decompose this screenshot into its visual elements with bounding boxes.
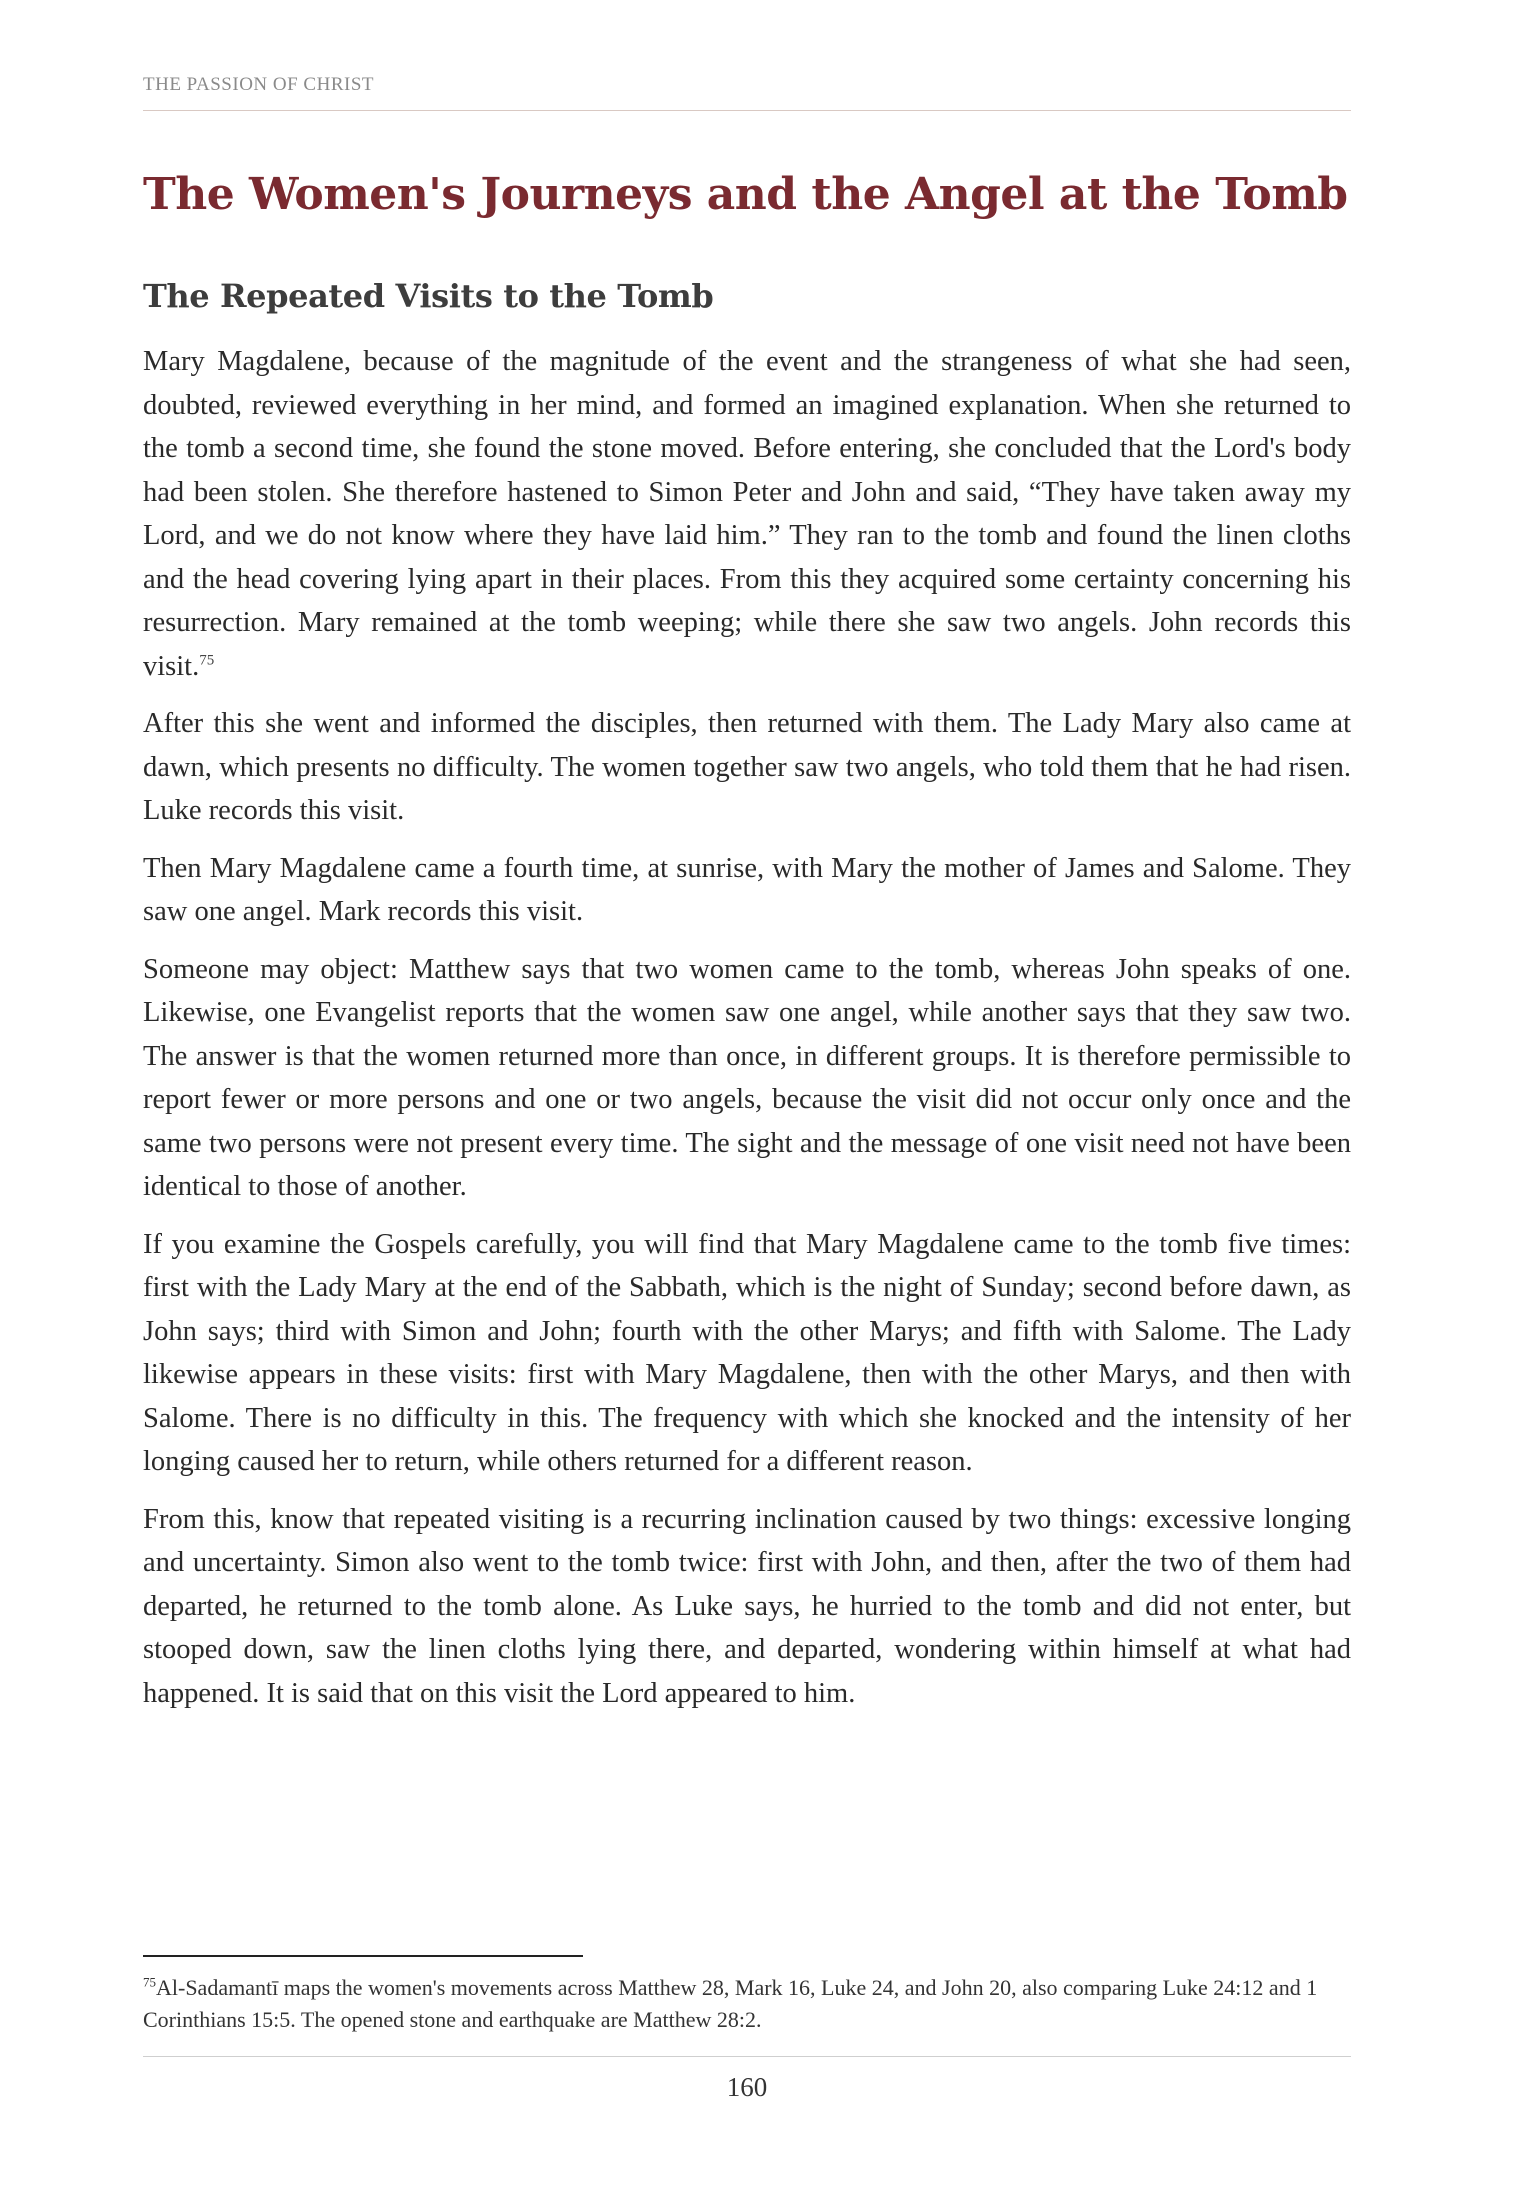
body-paragraph-5: If you examine the Gospels carefully, you will find that Mary Magdalene came to the tomb five times: first with the Lady Mary at the end of the Sabbath, which is the night of Sunday; second before dawn, as John says; third with Simon and John; fourth with the other Marys; and fifth with Salome. The Lady likewise appears in these visits: first with Mary Magdalene, then with the other Marys, and then with Salome. There is no difficulty in this. The frequency with which she knocked and the intensity of her longing caused her to return, while others returned for a different reason. (143, 1228, 1351, 1477)
main-content (143, 166, 1351, 1729)
body-paragraph-4: Someone may object: Matthew says that two women came to the tomb, whereas John speaks of one. Likewise, one Evangelist reports that the women saw one angel, while another says that they saw two. The answer is that the women returned more than once, in different groups. It is therefore permissible to report fewer or more persons and one or two angels, because the visit did not occur only once and the same two persons were not present every time. The sight and the message of one visit need not have been identical to those of another. (143, 953, 1351, 1202)
body-paragraph-6: From this, know that repeated visiting is a recurring inclination caused by two things: excessive longing and uncertainty. Simon also went to the tomb twice: first with John, and then, after the two of them had departed, he returned to the tomb alone. As Luke says, he hurried to the tomb and did not enter, but stooped down, saw the linen cloths lying there, and departed, wondering within himself at what had happened. It is said that on this visit the Lord appeared to him. (143, 1503, 1351, 1709)
body-paragraph-2: After this she went and informed the disciples, then returned with them. The Lady Mary also came at dawn, which presents no difficulty. The women together saw two angels, who told them that he had risen. Luke records this visit. (143, 708, 1351, 826)
paragraph-text: Mary Magdalene, because of the magnitude of the event and the strangeness of what she had seen, doubted, reviewed everything in her mind, and formed an imagined explanation. When she returned to the tomb a second time, she found the stone moved. Before entering, she concluded that the Lord's body had been stolen. She therefore hastened to Simon Peter and John and said, “They have taken away my Lord, and we do not know where they have laid him.” They ran to the tomb and found the linen cloths and the head covering lying apart in their places. From this they acquired some certainty concerning his resurrection. Mary remained at the tomb weeping; while there she saw two angels. John records this visit. (143, 346, 1351, 682)
footnote (143, 1972, 1351, 2036)
footnote-text: Al-Sadamantī maps the women's movements across Matthew 28, Mark 16, Luke 24, and John 20, also comparing Luke 24:12 and 1 Corinthians 15:5. The opened stone and earthquake are Matthew 28:2. (143, 1975, 1318, 2032)
section-title: The Repeated Visits to the Tomb (143, 277, 714, 315)
page-number: 160 (726, 2072, 768, 2102)
footnote-reference[interactable]: 75 (199, 652, 215, 668)
footer-divider (143, 2056, 1351, 2057)
footnote-divider (143, 1955, 583, 1957)
body-paragraph-1 (143, 340, 1351, 688)
footnote-number: 75 (143, 1974, 156, 1990)
running-header: THE PASSION OF CHRIST (143, 74, 1351, 111)
chapter-title: The Women's Journeys and the Angel at the Tomb (143, 169, 1348, 220)
body-paragraph-3: Then Mary Magdalene came a fourth time, at sunrise, with Mary the mother of James and Salome. They saw one angel. Mark records this visit. (143, 852, 1351, 927)
